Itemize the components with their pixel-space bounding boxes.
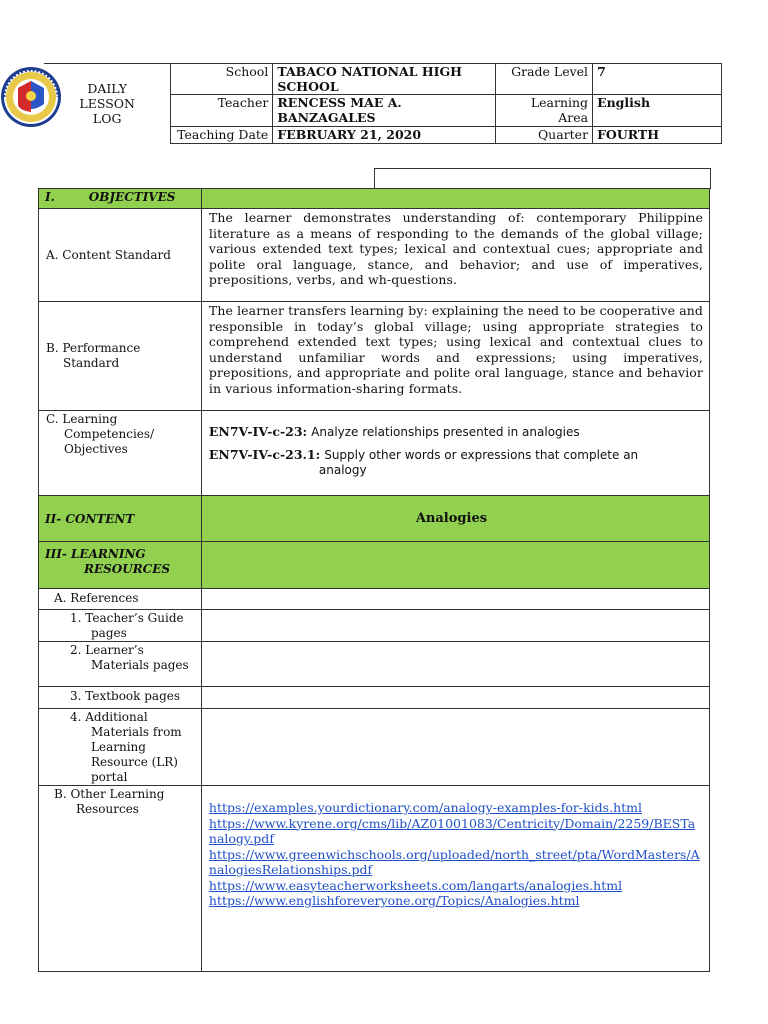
learning-resources-heading: III- LEARNING RESOURCES bbox=[39, 542, 202, 589]
content-heading: II- CONTENT bbox=[39, 496, 202, 542]
learning-resources-row bbox=[39, 542, 710, 589]
learners-materials-row bbox=[39, 642, 710, 687]
additional-materials-label: 4. Additional Materials from Learning Resource (LR) portal bbox=[39, 709, 202, 786]
performance-standard-row bbox=[39, 302, 710, 411]
quarter-label: Quarter bbox=[496, 127, 593, 144]
title-line: LESSON bbox=[79, 96, 135, 112]
teachers-guide-row bbox=[39, 610, 710, 642]
other-resources-label: B. Other Learning Resources bbox=[39, 786, 202, 972]
content-standard-row bbox=[39, 209, 710, 302]
empty-header-box bbox=[374, 168, 711, 189]
school-value: TABACO NATIONAL HIGH SCHOOL bbox=[273, 64, 496, 95]
content-value: Analogies bbox=[201, 496, 709, 542]
grade-level-value: 7 bbox=[593, 64, 722, 95]
daily-lesson-log-title bbox=[44, 64, 171, 144]
competency-2: EN7V-IV-c-23.1: Supply other words or expressions that complete an bbox=[208, 447, 639, 462]
school-label: School bbox=[171, 64, 273, 95]
other-resources-row bbox=[39, 786, 710, 972]
competencies-label: C. Learning Competencies/ Objectives bbox=[39, 411, 202, 496]
title-line: LOG bbox=[92, 111, 122, 127]
resource-link-2[interactable]: https://www.kyrene.org/cms/lib/AZ01001083/Centricity/Domain/2259/BESTanalogy.pdf bbox=[208, 815, 696, 846]
quarter-value: FOURTH bbox=[593, 127, 722, 144]
competencies-row bbox=[39, 411, 710, 496]
resource-link-3[interactable]: https://www.greenwichschools.org/uploaded/north_street/pta/WordMasters/AnalogiesRelationships.pdf bbox=[208, 846, 700, 877]
teaching-date-value: FEBRUARY 21, 2020 bbox=[273, 127, 496, 144]
resource-link-5[interactable]: https://www.englishforeveryone.org/Topics/Analogies.html bbox=[208, 893, 580, 908]
header-table bbox=[44, 63, 722, 144]
textbook-row bbox=[39, 687, 710, 709]
teacher-label: Teacher bbox=[171, 95, 273, 127]
competency-2-cont: analogy bbox=[318, 463, 367, 477]
content-standard-label: A. Content Standard bbox=[39, 209, 202, 302]
grade-level-label: Grade Level bbox=[496, 64, 593, 95]
learning-area-value: English bbox=[593, 95, 722, 127]
content-row bbox=[39, 496, 710, 542]
teaching-date-label: Teaching Date bbox=[171, 127, 273, 144]
references-row bbox=[39, 589, 710, 610]
content-standard-text: The learner demonstrates understanding of: contemporary Philippine literature as a means of responding to the demands of the global village; various extended text types; lexical and contextual cues; appropriate and polite oral language, stance, and behavior; and use of imperatives, prepositions, verbs, and wh-questions. bbox=[201, 209, 709, 302]
learners-materials-label: 2. Learner’s Materials pages bbox=[39, 642, 202, 687]
resource-link-1[interactable]: https://examples.yourdictionary.com/analogy-examples-for-kids.html bbox=[208, 800, 642, 815]
teacher-value: RENCESS MAE A. BANZAGALES bbox=[273, 95, 496, 127]
textbook-label: 3. Textbook pages bbox=[39, 687, 202, 709]
references-label: A. References bbox=[39, 589, 202, 610]
resource-link-4[interactable]: https://www.easyteacherworksheets.com/langarts/analogies.html bbox=[208, 877, 623, 893]
objectives-heading: I. OBJECTIVES bbox=[39, 189, 202, 209]
objectives-header-row bbox=[39, 189, 710, 209]
learning-area-label: Learning Area bbox=[496, 95, 593, 127]
performance-standard-text: The learner transfers learning by: explaining the need to be cooperative and responsible in today’s global village; using appropriate strategies to comprehend extended text types; using lexical and contextual clues to understand unfamiliar words and expressions; using imperatives, prepositions, and appropriate and polite oral language, stance and behavior in various information-sharing formats. bbox=[201, 302, 709, 411]
other-resources-links bbox=[201, 786, 709, 972]
performance-standard-label: B. Performance Standard bbox=[39, 302, 202, 411]
teachers-guide-label: 1. Teacher’s Guide pages bbox=[39, 610, 202, 642]
lesson-log-table bbox=[38, 188, 710, 972]
competency-1: EN7V-IV-c-23: Analyze relationships presented in analogies bbox=[208, 424, 580, 439]
title-line: DAILY bbox=[87, 81, 128, 97]
competencies-text bbox=[201, 411, 709, 496]
additional-materials-row bbox=[39, 709, 710, 786]
